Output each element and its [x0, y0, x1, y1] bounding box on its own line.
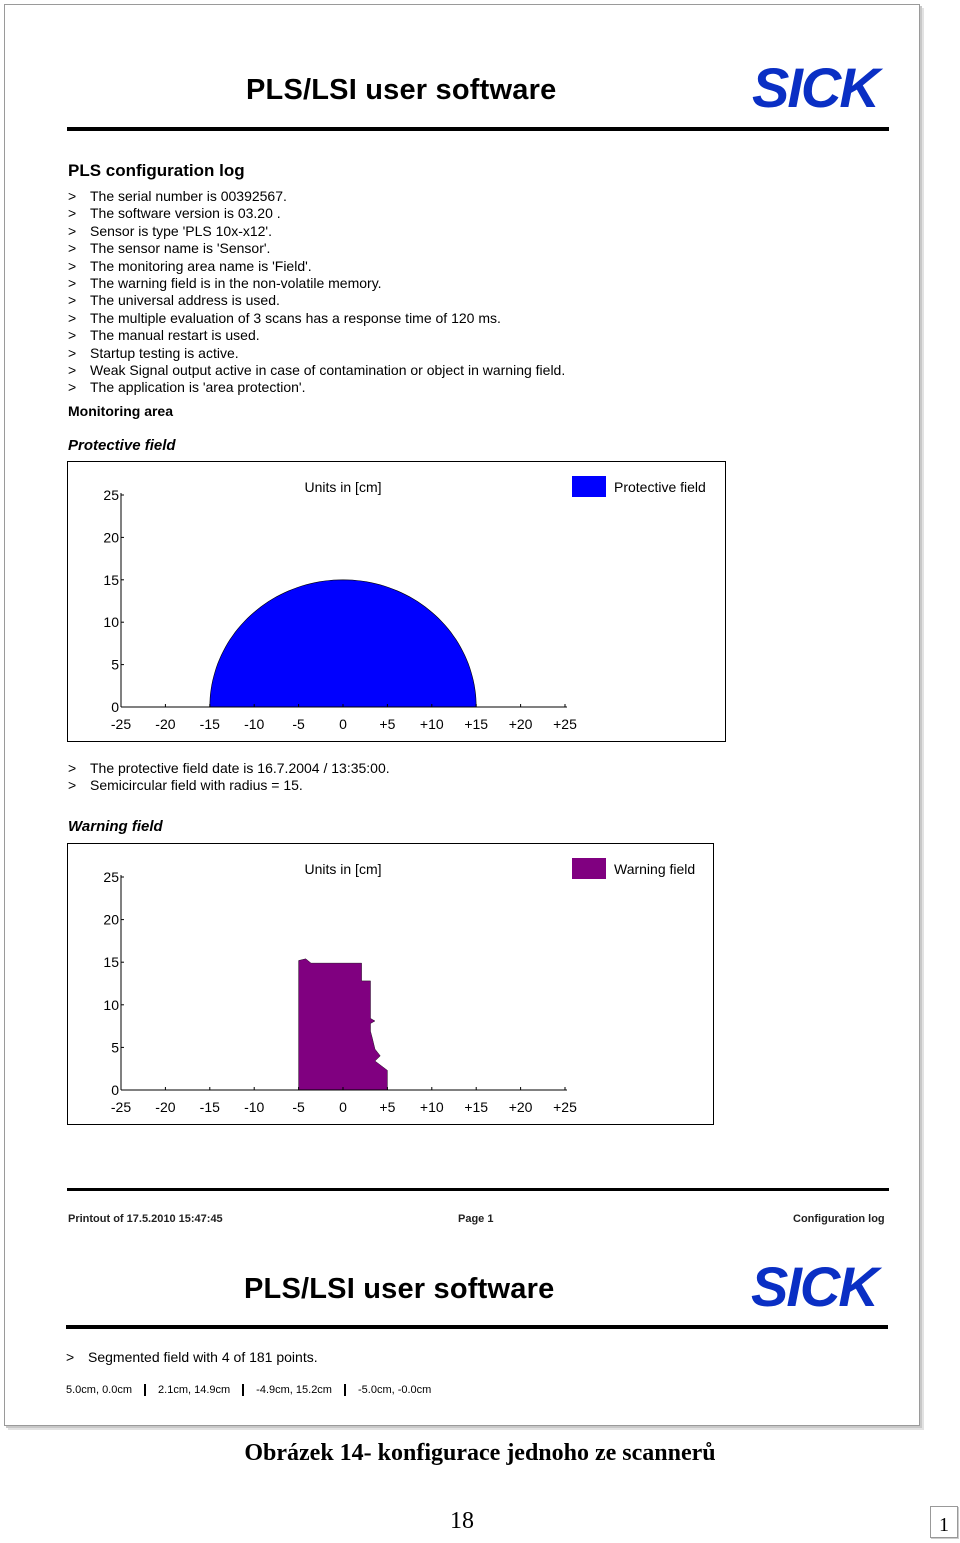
printout-timestamp: Printout of 17.5.2010 15:47:45 — [68, 1213, 223, 1225]
legend-swatch — [572, 858, 606, 879]
monitoring-area-heading: Monitoring area — [68, 403, 174, 419]
y-tick-label: 0 — [111, 699, 119, 715]
x-tick-label: +10 — [419, 1099, 444, 1115]
list-item: > The warning field is in the non-volatile memory. — [68, 275, 565, 292]
list-item: > Startup testing is active. — [68, 345, 565, 362]
section-label: Configuration log — [793, 1213, 885, 1225]
list-item: > Semicircular field with radius = 15. — [68, 777, 390, 794]
segment-point: 2.1cm, 14.9cm — [144, 1384, 242, 1396]
x-tick-label: +5 — [379, 716, 396, 732]
sick-logo: SICK — [752, 56, 878, 119]
list-item: > Sensor is type 'PLS 10x-x12'. — [68, 223, 565, 240]
y-tick-label: 10 — [103, 614, 119, 631]
segment-note-list — [66, 1349, 318, 1366]
list-item: > The universal address is used. — [68, 292, 565, 309]
warning-field-chart — [67, 843, 714, 1125]
x-tick-label: -25 — [110, 1099, 132, 1115]
x-tick-label: -20 — [155, 716, 176, 732]
y-tick-label: 20 — [103, 911, 119, 928]
list-item: > The protective field date is 16.7.2004 / 13:35:00. — [68, 760, 390, 777]
x-tick-label: -5 — [292, 716, 305, 732]
list-item: > The manual restart is used. — [68, 327, 565, 344]
y-tick-label: 5 — [111, 656, 119, 673]
x-tick-label: -10 — [244, 716, 265, 732]
protective-field-area — [210, 580, 476, 707]
legend-label: Warning field — [614, 861, 696, 877]
y-tick-label: 20 — [103, 529, 119, 546]
document-title: PLS/LSI user software — [246, 74, 557, 106]
x-tick-label: -20 — [155, 1099, 176, 1115]
list-item: > The sensor name is 'Sensor'. — [68, 240, 565, 257]
y-tick-label: 25 — [103, 487, 119, 503]
document-title-page2: PLS/LSI user software — [244, 1273, 555, 1305]
x-tick-label: 0 — [339, 1099, 347, 1115]
y-tick-label: 25 — [103, 869, 119, 885]
figure-caption: Obrázek 14- konfigurace jednoho ze scannerů — [244, 1440, 716, 1466]
x-tick-label: +20 — [508, 716, 533, 732]
protective-field-chart — [67, 461, 726, 742]
x-tick-label: -15 — [199, 1099, 220, 1115]
header-rule-page2 — [66, 1325, 888, 1329]
page-number: 18 — [450, 1508, 474, 1534]
x-tick-label: +10 — [419, 716, 444, 732]
list-item: > The monitoring area name is 'Field'. — [68, 258, 565, 275]
segment-point: -4.9cm, 15.2cm — [242, 1384, 344, 1396]
y-tick-label: 5 — [111, 1039, 119, 1056]
x-tick-label: +15 — [464, 1099, 489, 1115]
y-tick-label: 15 — [103, 571, 119, 588]
list-item: > Segmented field with 4 of 181 points. — [66, 1349, 318, 1366]
config-log-list — [68, 188, 565, 397]
page-label: Page 1 — [458, 1213, 494, 1225]
footer-rule — [67, 1188, 889, 1191]
x-tick-label: +25 — [553, 716, 577, 732]
sick-logo-page2: SICK — [751, 1255, 877, 1318]
x-tick-label: +15 — [464, 716, 489, 732]
x-tick-label: -15 — [199, 716, 220, 732]
segment-point: -5.0cm, -0.0cm — [344, 1384, 443, 1396]
segment-points — [66, 1384, 443, 1396]
x-tick-label: +5 — [379, 1099, 396, 1115]
x-tick-label: -5 — [292, 1099, 305, 1115]
x-tick-label: -10 — [244, 1099, 265, 1115]
list-item: > The multiple evaluation of 3 scans has a response time of 120 ms. — [68, 310, 565, 327]
warning-field-svg — [68, 844, 713, 1124]
protective-notes-list — [68, 760, 390, 795]
y-tick-label: 10 — [103, 996, 119, 1013]
y-tick-label: 15 — [103, 954, 119, 971]
chart-title: Units in [cm] — [304, 479, 382, 495]
config-log-heading: PLS configuration log — [68, 161, 245, 180]
protective-field-svg — [68, 462, 725, 741]
x-tick-label: 0 — [339, 716, 347, 732]
list-item: > The software version is 03.20 . — [68, 205, 565, 222]
list-item: > Weak Signal output active in case of contamination or object in warning field. — [68, 362, 565, 379]
legend-label: Protective field — [614, 479, 706, 495]
warning-field-heading: Warning field — [68, 818, 163, 835]
x-tick-label: +25 — [553, 1099, 577, 1115]
warning-field-area — [299, 959, 388, 1090]
chart-title: Units in [cm] — [304, 861, 382, 877]
x-tick-label: -25 — [110, 716, 132, 732]
list-item: > The serial number is 00392567. — [68, 188, 565, 205]
legend-swatch — [572, 476, 606, 497]
x-tick-label: +20 — [508, 1099, 533, 1115]
segment-point: 5.0cm, 0.0cm — [66, 1384, 133, 1396]
list-item: > The application is 'area protection'. — [68, 379, 565, 396]
protective-field-heading: Protective field — [68, 437, 176, 454]
y-tick-label: 0 — [111, 1082, 119, 1098]
header-rule — [67, 127, 889, 131]
page-count-box: 1 — [930, 1506, 958, 1538]
